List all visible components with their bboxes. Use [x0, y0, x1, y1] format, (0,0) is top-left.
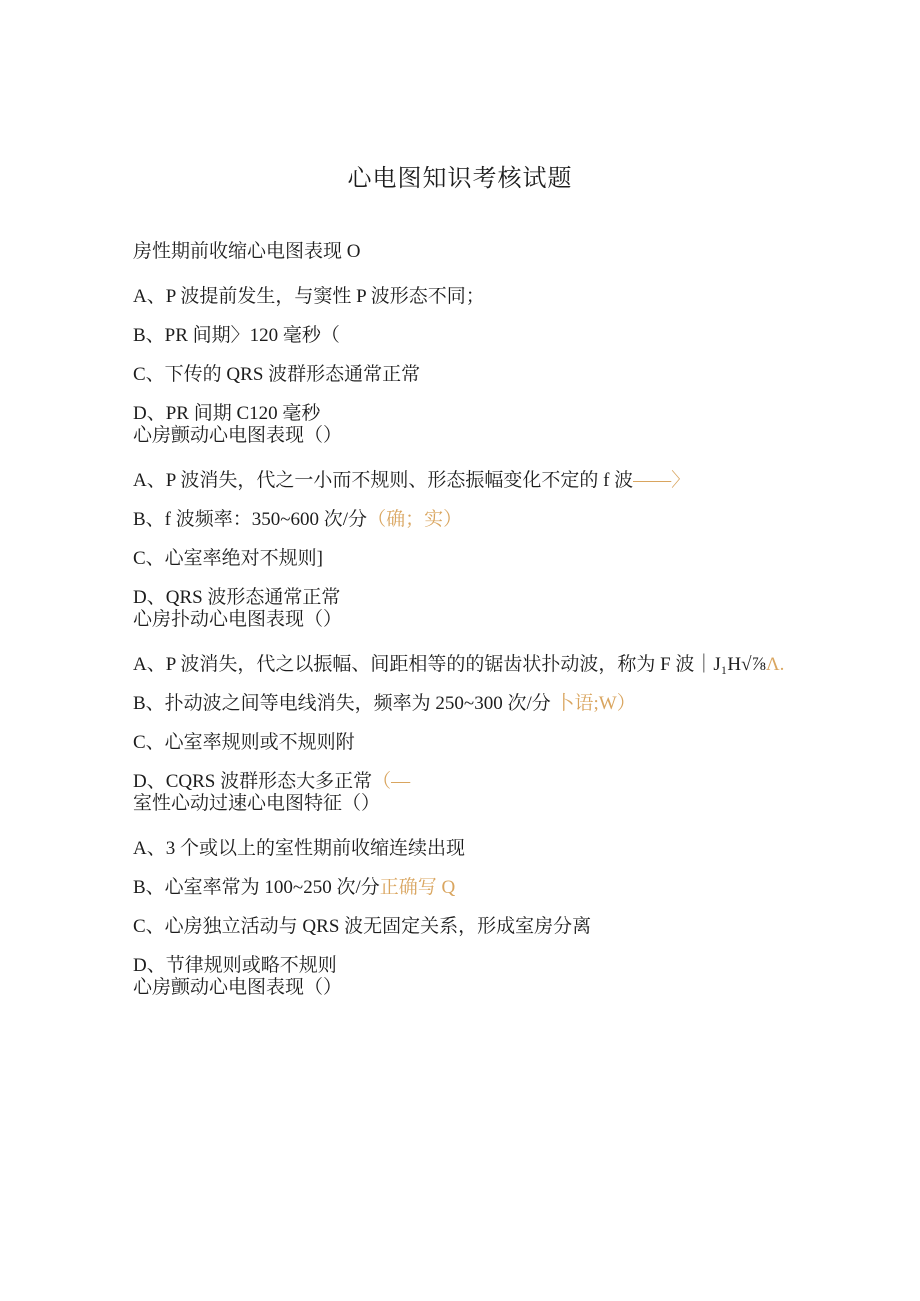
option-text: A、P 波提前发生，与窦性 P 波形态不同；	[133, 286, 485, 307]
document-title: 心电图知识考核试题	[347, 166, 573, 192]
option-annotation: 卜语;W）	[555, 693, 636, 714]
option-line	[133, 955, 810, 977]
option-text: B、心室率常为 100~250 次/分	[133, 877, 380, 898]
option-text: C、下传的 QRS 波群形态通常正常	[133, 364, 421, 385]
option-text: D、节律规则或略不规则	[133, 955, 337, 976]
option-annotation: （确；实）	[367, 509, 463, 530]
option-annotation: Λ.	[765, 654, 785, 675]
option-line	[133, 286, 810, 308]
option-line	[133, 548, 810, 570]
option-text: D、CQRS 波群形态大多正常	[133, 771, 373, 792]
option-annotation: （—	[372, 771, 411, 792]
option-line	[133, 364, 810, 386]
option-text: C、心房独立活动与 QRS 波无固定关系，形成室房分离	[133, 916, 592, 937]
option-text: A、P 波消失，代之一小而不规则、形态振幅变化不定的 f 波	[133, 470, 634, 491]
question-stem: 心房颤动心电图表现（）	[133, 977, 343, 998]
option-text: D、PR 间期 C120 毫秒	[133, 403, 321, 424]
question-stem: 心房颤动心电图表现（）	[133, 425, 343, 446]
question-stem: 房性期前收缩心电图表现 O	[133, 241, 361, 262]
option-annotation: 正确写 Q	[379, 877, 456, 898]
option-text: A、3 个或以上的室性期前收缩连续出现	[133, 838, 465, 859]
option-line	[133, 509, 810, 531]
option-line	[133, 693, 810, 715]
option-line	[133, 403, 810, 425]
question-stem: 室性心动过速心电图特征（）	[133, 793, 381, 814]
question-stem: 心房扑动心电图表现（）	[133, 609, 343, 630]
option-annotation: ——〉	[633, 470, 691, 491]
option-text: C、心室率绝对不规则]	[133, 548, 324, 569]
question-block	[133, 793, 810, 977]
option-text: D、QRS 波形态通常正常	[133, 587, 341, 608]
option-line	[133, 771, 810, 793]
option-line	[133, 325, 810, 347]
option-line	[133, 587, 810, 609]
option-line	[133, 654, 810, 676]
option-text: B、扑动波之间等电线消失，频率为 250~300 次/分	[133, 693, 556, 714]
option-line	[133, 838, 810, 860]
question-block	[133, 241, 810, 425]
option-text: A、P 波消失，代之以振幅、间距相等的的锯齿状扑动波，称为 F 波｜J₁H√⅞	[133, 654, 766, 675]
option-line	[133, 732, 810, 754]
option-text: B、f 波频率：350~600 次/分	[133, 509, 368, 530]
option-text: C、心室率规则或不规则附	[133, 732, 355, 753]
question-block	[133, 609, 810, 793]
option-line	[133, 877, 810, 899]
option-line	[133, 470, 810, 492]
option-line	[133, 916, 810, 938]
question-block	[133, 977, 810, 999]
option-text: B、PR 间期〉120 毫秒（	[133, 325, 340, 346]
question-block	[133, 425, 810, 609]
question-list	[0, 241, 920, 999]
